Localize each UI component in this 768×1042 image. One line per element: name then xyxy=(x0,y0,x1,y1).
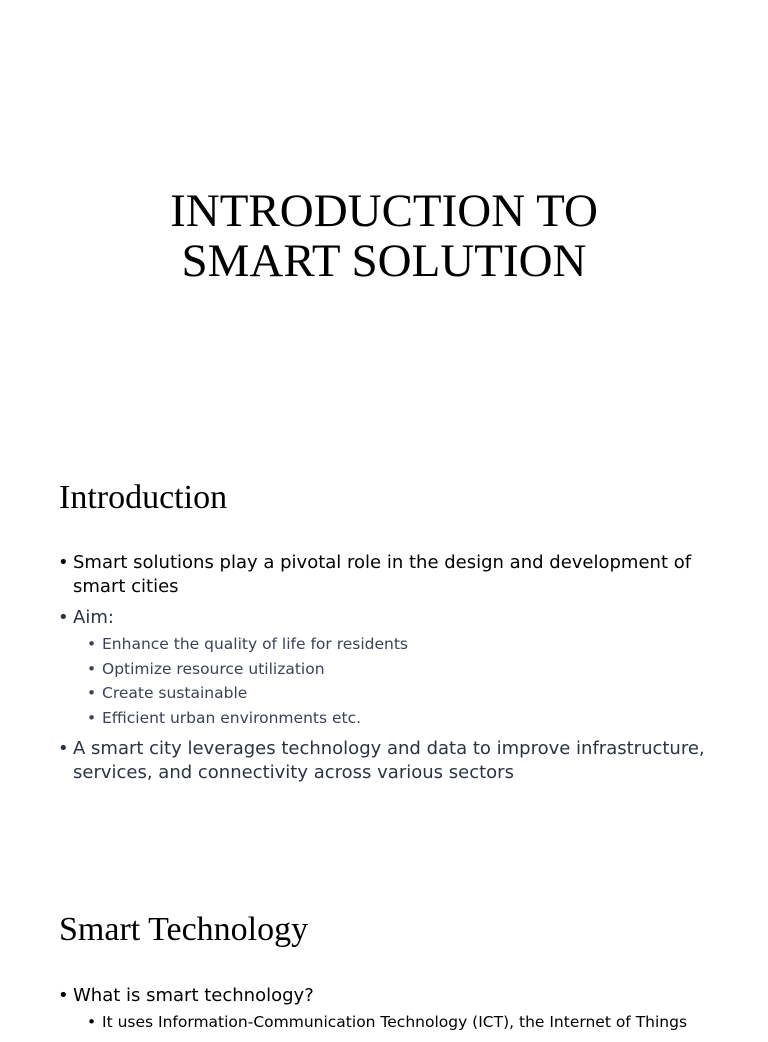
bullet-text: What is smart technology? xyxy=(73,985,314,1006)
slide-heading: Introduction xyxy=(59,479,228,516)
title-line-2: SMART SOLUTION xyxy=(181,235,587,287)
sub-bullet-item: • Efficient urban environments etc. xyxy=(87,706,718,731)
bullet-item xyxy=(58,606,718,730)
bullet-item: • A smart city leverages technology and data to improve infrastructure, services, and connectivity across various sectors xyxy=(58,737,718,785)
title-line-1: INTRODUCTION TO xyxy=(170,185,598,237)
bullet-list xyxy=(58,551,718,792)
bullet-list xyxy=(58,984,718,1042)
title-slide xyxy=(0,0,768,432)
bullet-item: • Smart solutions play a pivotal role in the design and development of smart cities xyxy=(58,551,718,599)
introduction-slide xyxy=(0,432,768,864)
sub-bullet-item: • Enhance the quality of life for residents xyxy=(87,632,718,657)
sub-bullet-list xyxy=(73,632,718,730)
sub-bullet-item: • It uses Information-Communication Technology (ICT), the Internet of Things xyxy=(87,1010,718,1035)
bullet-text: Aim: xyxy=(73,607,114,628)
sub-bullet-item: • Optimize resource utilization xyxy=(87,657,718,682)
sub-bullet-list xyxy=(73,1010,718,1035)
slide-heading: Smart Technology xyxy=(59,911,309,948)
smart-technology-slide xyxy=(0,864,768,1031)
bullet-item xyxy=(58,984,718,1035)
presentation-title xyxy=(0,186,768,286)
sub-bullet-item: • Create sustainable xyxy=(87,681,718,706)
